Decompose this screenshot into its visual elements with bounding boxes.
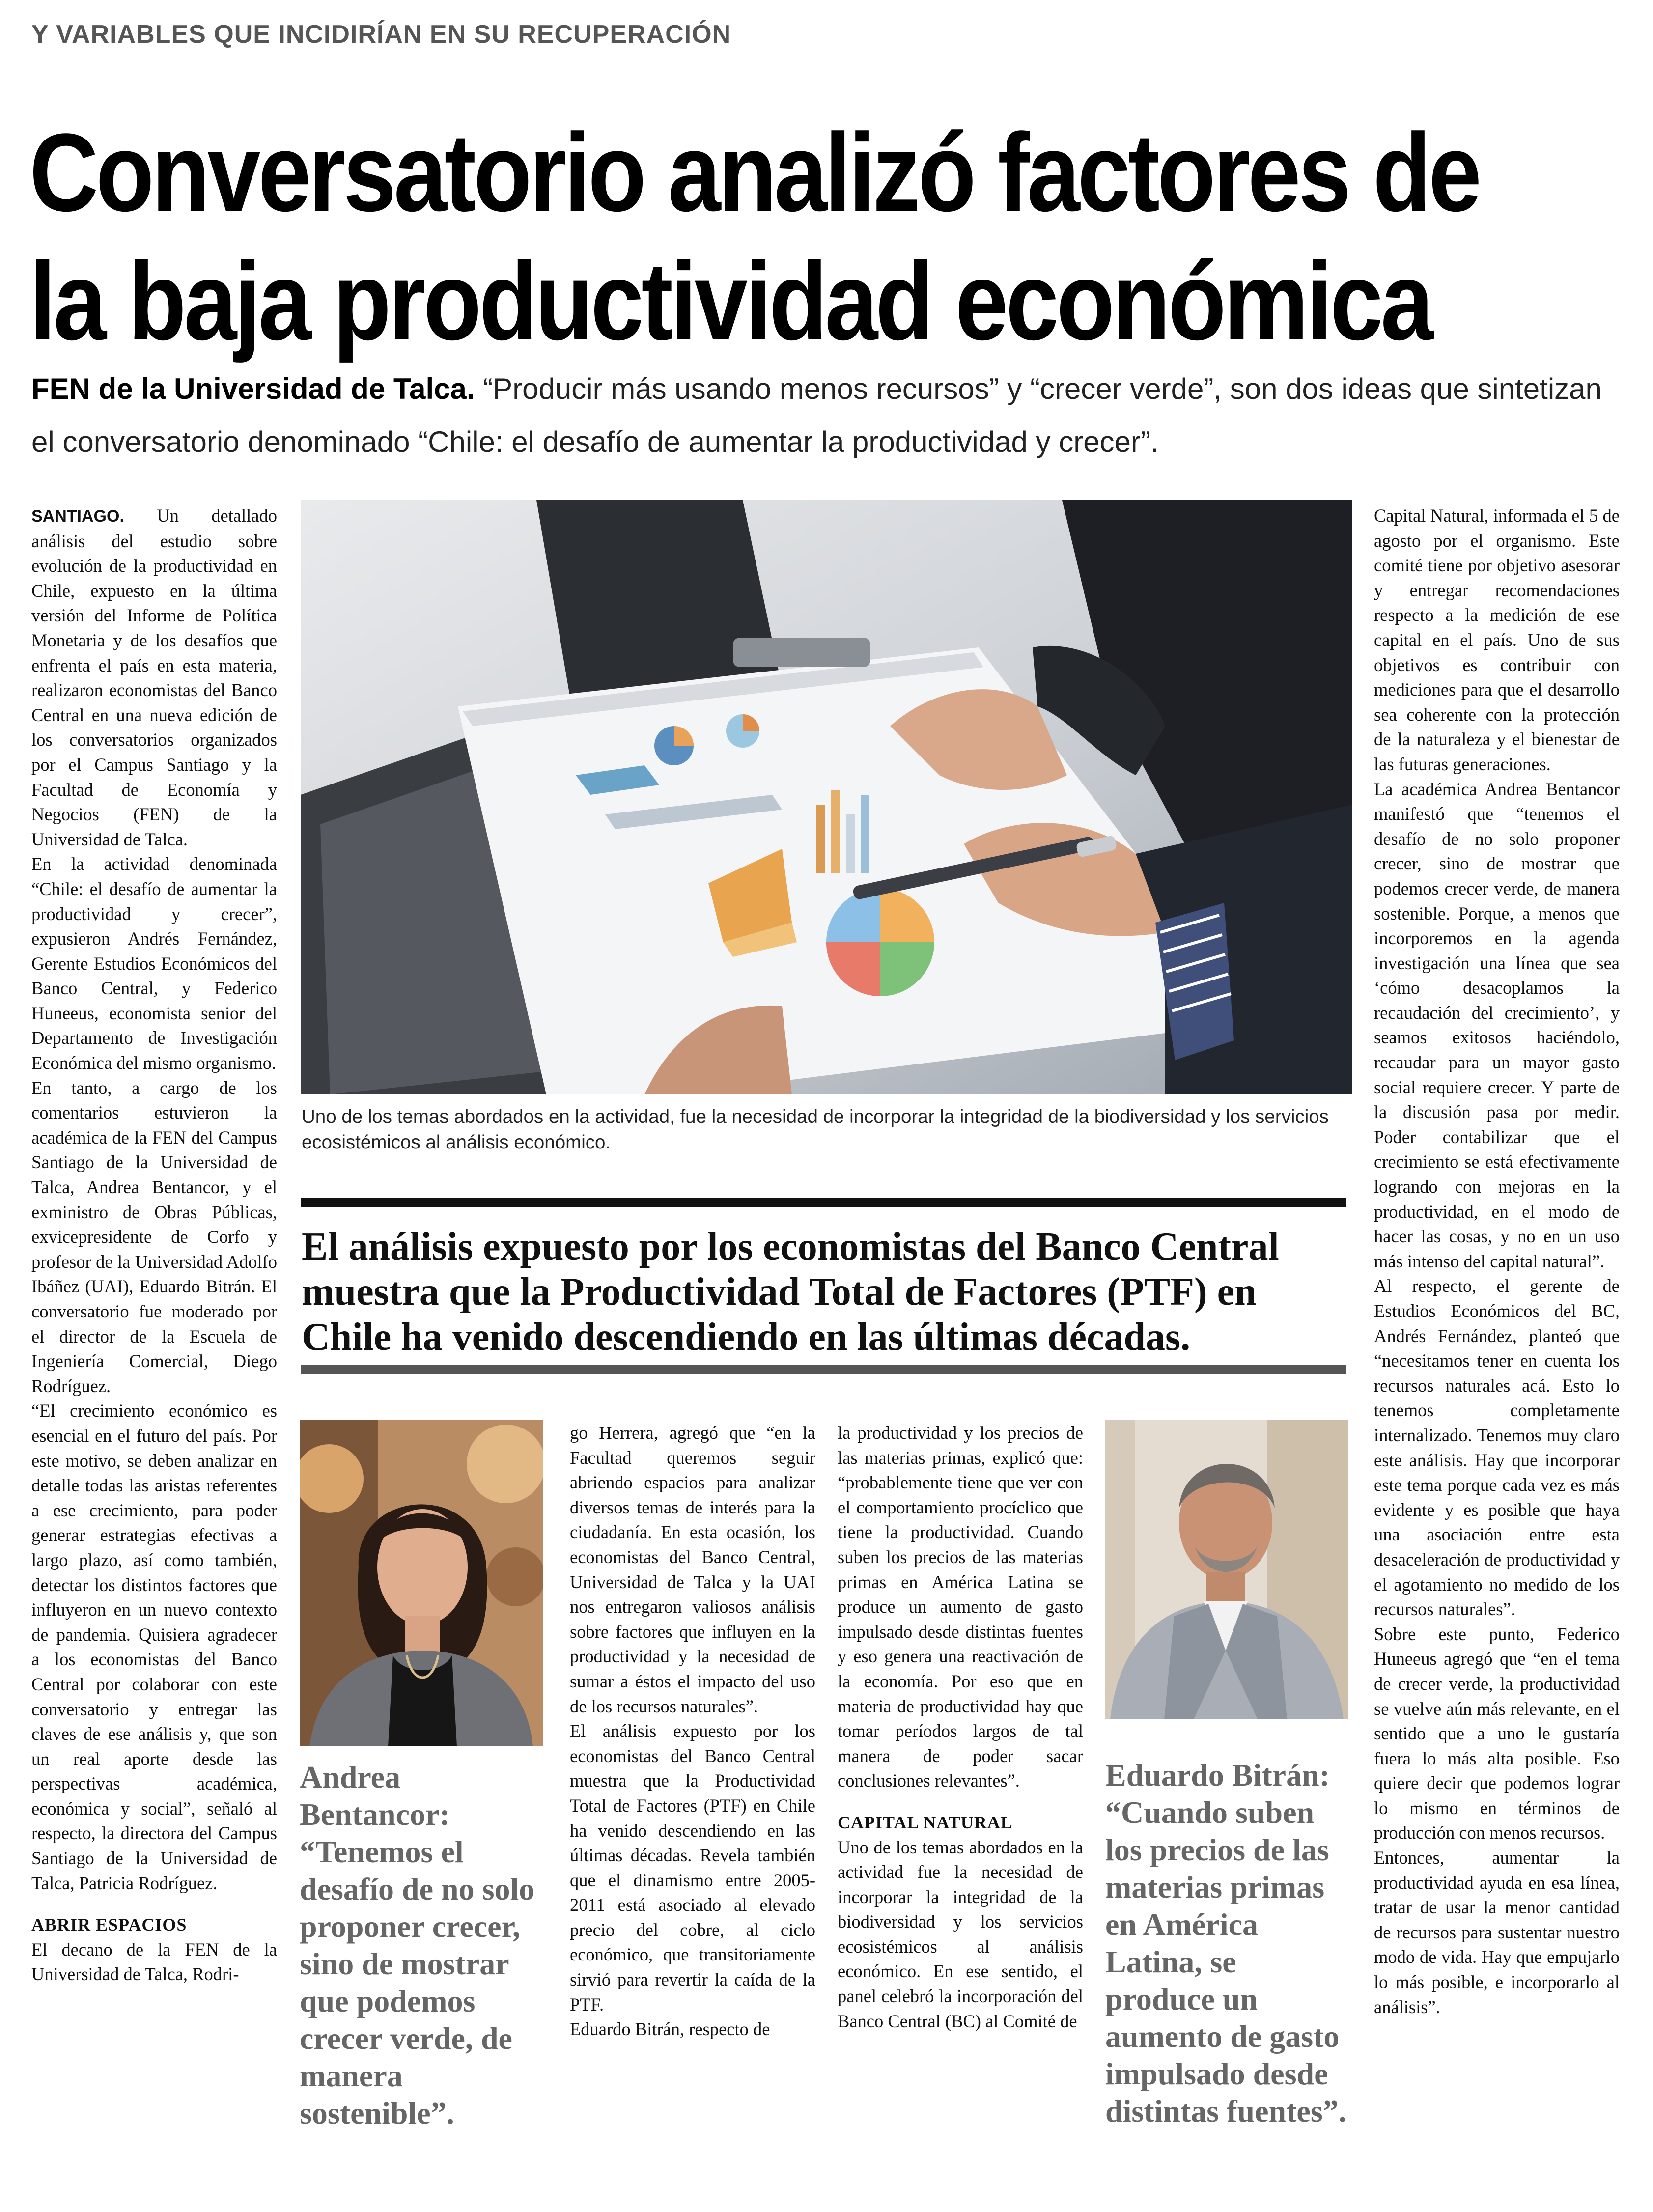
headline-line-2: la baja productividad económica — [29, 239, 1431, 363]
lede-text: “Producir más usando menos recursos” y “crecer verde”, son dos ideas que sintetizan el conversatorio denominado “Chile: el desafío de aumentar la productividad y crecer”. — [31, 372, 1602, 458]
col1-paragraph-2: En la actividad denominada “Chile: el desafío de aumentar la productividad y crecer”, expusieron Andrés Fernández, Gerente Estudios Económicos del Banco Central, y Federico Huneeus, economista senior del Departamento de Investigación Económica del mismo organismo. — [31, 854, 277, 1073]
main-photo-caption: Uno de los temas abordados en la actividad, fue la necesidad de incorporar la integridad de la biodiversidad y los servicios ecosistémicos al análisis económico. — [302, 1106, 1329, 1153]
col3-paragraph-2: El análisis expuesto por los economistas del Banco Central muestra que la Productividad Total de Factores (PTF) en Chile ha venido descendiendo en las últimas décadas. Revela también que el dinamismo entre 2005-2011 está asociado al elevado precio del cobre, al ciclo económico, que transitoriamente sirvió para revertir la caída de la PTF. — [570, 1721, 815, 2015]
dateline: SANTIAGO. — [31, 507, 124, 526]
bentancor-quote-text: “Tenemos el desafío de no solo proponer crecer, sino de mostrar que podemos crecer verde, de manera sostenible”. — [300, 1834, 535, 2130]
col1-paragraph-1: Un detallado análisis del estudio sobre evolución de la productividad en Chile, expuesto en la última versión del Informe de Política Monetaria y de los desafíos que enfrenta el país en esta materia, realizaron economistas del Banco Central en una nueva edición de los conversatorios organizados por el Campus Santiago y la Facultad de Economía y Negocios (FEN) de la Universidad de Talca. — [31, 505, 277, 849]
col3-paragraph-1: go Herrera, agregó que “en la Facultad queremos seguir abriendo espacios para analizar diversos temas de interés para la ciudadanía. En esta ocasión, los economistas del Banco Central, Universidad de Talca y la UAI nos entregaron valiosos análisis sobre factores que influyen en la productividad y la necesidad de sumar a éstos el impacto del uso de los recursos naturales”. — [570, 1423, 815, 1716]
bitran-portrait — [1105, 1420, 1348, 1719]
bentancor-portrait — [300, 1420, 543, 1746]
lede-lead-in: FEN de la Universidad de Talca. — [31, 372, 475, 405]
woman-portrait-illustration — [300, 1420, 543, 1746]
bentancor-quote-name: Andrea Bentancor: — [300, 1760, 450, 1832]
article-column-3 — [570, 1421, 815, 2042]
pullquote-bottom-rule — [301, 1365, 1346, 1374]
subhead-abrir-espacios: ABRIR ESPACIOS — [31, 1915, 187, 1935]
main-photo — [301, 500, 1352, 1094]
bitran-quote-text: “Cuando suben los precios de las materias primas en América Latina, se produce un aumento de gasto impulsado desde distintas fuentes”. — [1105, 1795, 1346, 2128]
man-portrait-illustration — [1105, 1420, 1348, 1719]
bitran-quote-box — [1105, 1757, 1351, 2130]
business-meeting-illustration — [301, 500, 1352, 1094]
headline-line-1: Conversatorio analizó factores de — [29, 110, 1480, 234]
lede — [31, 363, 1623, 469]
col1-paragraph-3: En tanto, a cargo de los comentarios estuvieron la académica de la FEN del Campus Santiago de la Universidad de Talca, Andrea Bentancor, y el exministro de Obras Públicas, exvicepresidente de Corfo y profesor de la Universidad Adolfo Ibáñez (UAI), Eduardo Bitrán. El conversatorio fue moderado por el director de la Escuela de Ingeniería Comercial, Diego Rodríguez. — [31, 1077, 277, 1396]
article-column-6 — [1374, 504, 1620, 2019]
col1-paragraph-4: “El crecimiento económico es esencial en el futuro del país. Por este motivo, se deben analizar en detalle todas las aristas referentes a ese crecimiento, para poder generar estrategias efectivas a largo plazo, así como también, detectar los distintos factores que influyeron en un nuevo contexto de pandemia. Quisiera agradecer a los economistas del Banco Central por colaborar con este conversatorio y entregar las claves de ese análisis y, que son un real aporte desde las perspectivas académica, económica y social”, señaló al respecto, la directora del Campus Santiago de la Universidad de Talca, Patricia Rodríguez. — [31, 1400, 277, 1893]
col6-paragraph-5: Entonces, aumentar la productividad ayuda en esa línea, tratar de usar la menor cantidad de recursos para sustentar nuestro modo de vida. Hay que empujarlo lo más posible, e incorporarlo al análisis”. — [1374, 1848, 1620, 2017]
col4-paragraph-1: la productividad y los precios de las materias primas, explicó que: “probablemente tiene que ver con el comportamiento procíclico que tiene la productividad. Cuando suben los precios de las materias primas en América Latina se produce un aumento de gasto impulsado desde distintas fuentes y eso genera una reactivación de la economía. Por eso que en materia de productividad hay que tomar períodos largos de tal manera de poder sacar conclusiones relevantes”. — [838, 1423, 1083, 1791]
col6-paragraph-3: Al respecto, el gerente de Estudios Económicos del BC, Andrés Fernández, planteó que “necesitamos tener en cuenta los recursos naturales acá. Esto lo tenemos completamente internalizado. Tenemos muy claro este análisis. Hay que incorporar este tema porque cada vez es más evidente y es posible que haya una asociación entre esta desaceleración de productividad y el agotamiento no medido de los recursos naturales”. — [1374, 1276, 1620, 1620]
col6-paragraph-1: Capital Natural, informada el 5 de agosto por el organismo. Este comité tiene por objetivo asesorar y entregar recomendaciones respecto a la medición de ese capital en el país. Uno de sus objetivos es contribuir con mediciones para que el desarrollo sea coherente con la protección de la naturaleza y el bienestar de las futuras generaciones. — [1374, 505, 1620, 774]
pullquote-top-rule — [301, 1198, 1346, 1207]
col3-paragraph-3: Eduardo Bitrán, respecto de — [570, 2019, 770, 2040]
col1-paragraph-5: El decano de la FEN de la Universidad de Talca, Rodri- — [31, 1939, 277, 1985]
pullquote: El análisis expuesto por los economistas del Banco Central muestra que la Productividad Total de Factores (PTF) en Chile ha venido descendiendo en las últimas décadas. — [302, 1225, 1279, 1359]
col4-paragraph-2: Uno de los temas abordados en la actividad fue la necesidad de incorporar la integridad de la biodiversidad y los servicios ecosistémicos al análisis económico. En ese sentido, el panel celebró la incorporación del Banco Central (BC) al Comité de — [838, 1837, 1083, 2031]
col6-paragraph-2: La académica Andrea Bentancor manifestó que “tenemos el desafío de no solo proponer crecer, sino de mostrar que podemos crecer verde, de manera sostenible. Porque, a menos que incorporemos en la agenda investigación una línea que sea ‘cómo desacoplamos la recaudación del crecimiento’, y seamos exitosos haciéndolo, recaudar para un mayor gasto social requiere crecer. Y parte de la discusión pasa por medir. Poder contabilizar que el crecimiento se está efectivamente logrando con mejoras en la productividad, en el modo de hacer las cosas, y no en un uso más intenso del capital natural”. — [1374, 779, 1620, 1271]
bitran-quote-name: Eduardo Bitrán: — [1105, 1758, 1330, 1792]
article-column-1 — [31, 504, 277, 1987]
col6-paragraph-4: Sobre este punto, Federico Huneeus agregó que “en el tema de crecer verde, la productividad se vuelve aún más relevante, en el sentido que a uno le gustaría fuera lo más alta posible. Eso quiere decir que podemos lograr lo mismo en términos de producción con menos recursos. — [1374, 1624, 1620, 1843]
headline — [29, 108, 1480, 365]
subhead-capital-natural: CAPITAL NATURAL — [838, 1812, 1013, 1832]
bentancor-quote-box — [300, 1759, 543, 2132]
section-kicker: Y VARIABLES QUE INCIDIRÍAN EN SU RECUPERACIÓN — [31, 20, 731, 49]
article-column-4 — [838, 1421, 1083, 2034]
